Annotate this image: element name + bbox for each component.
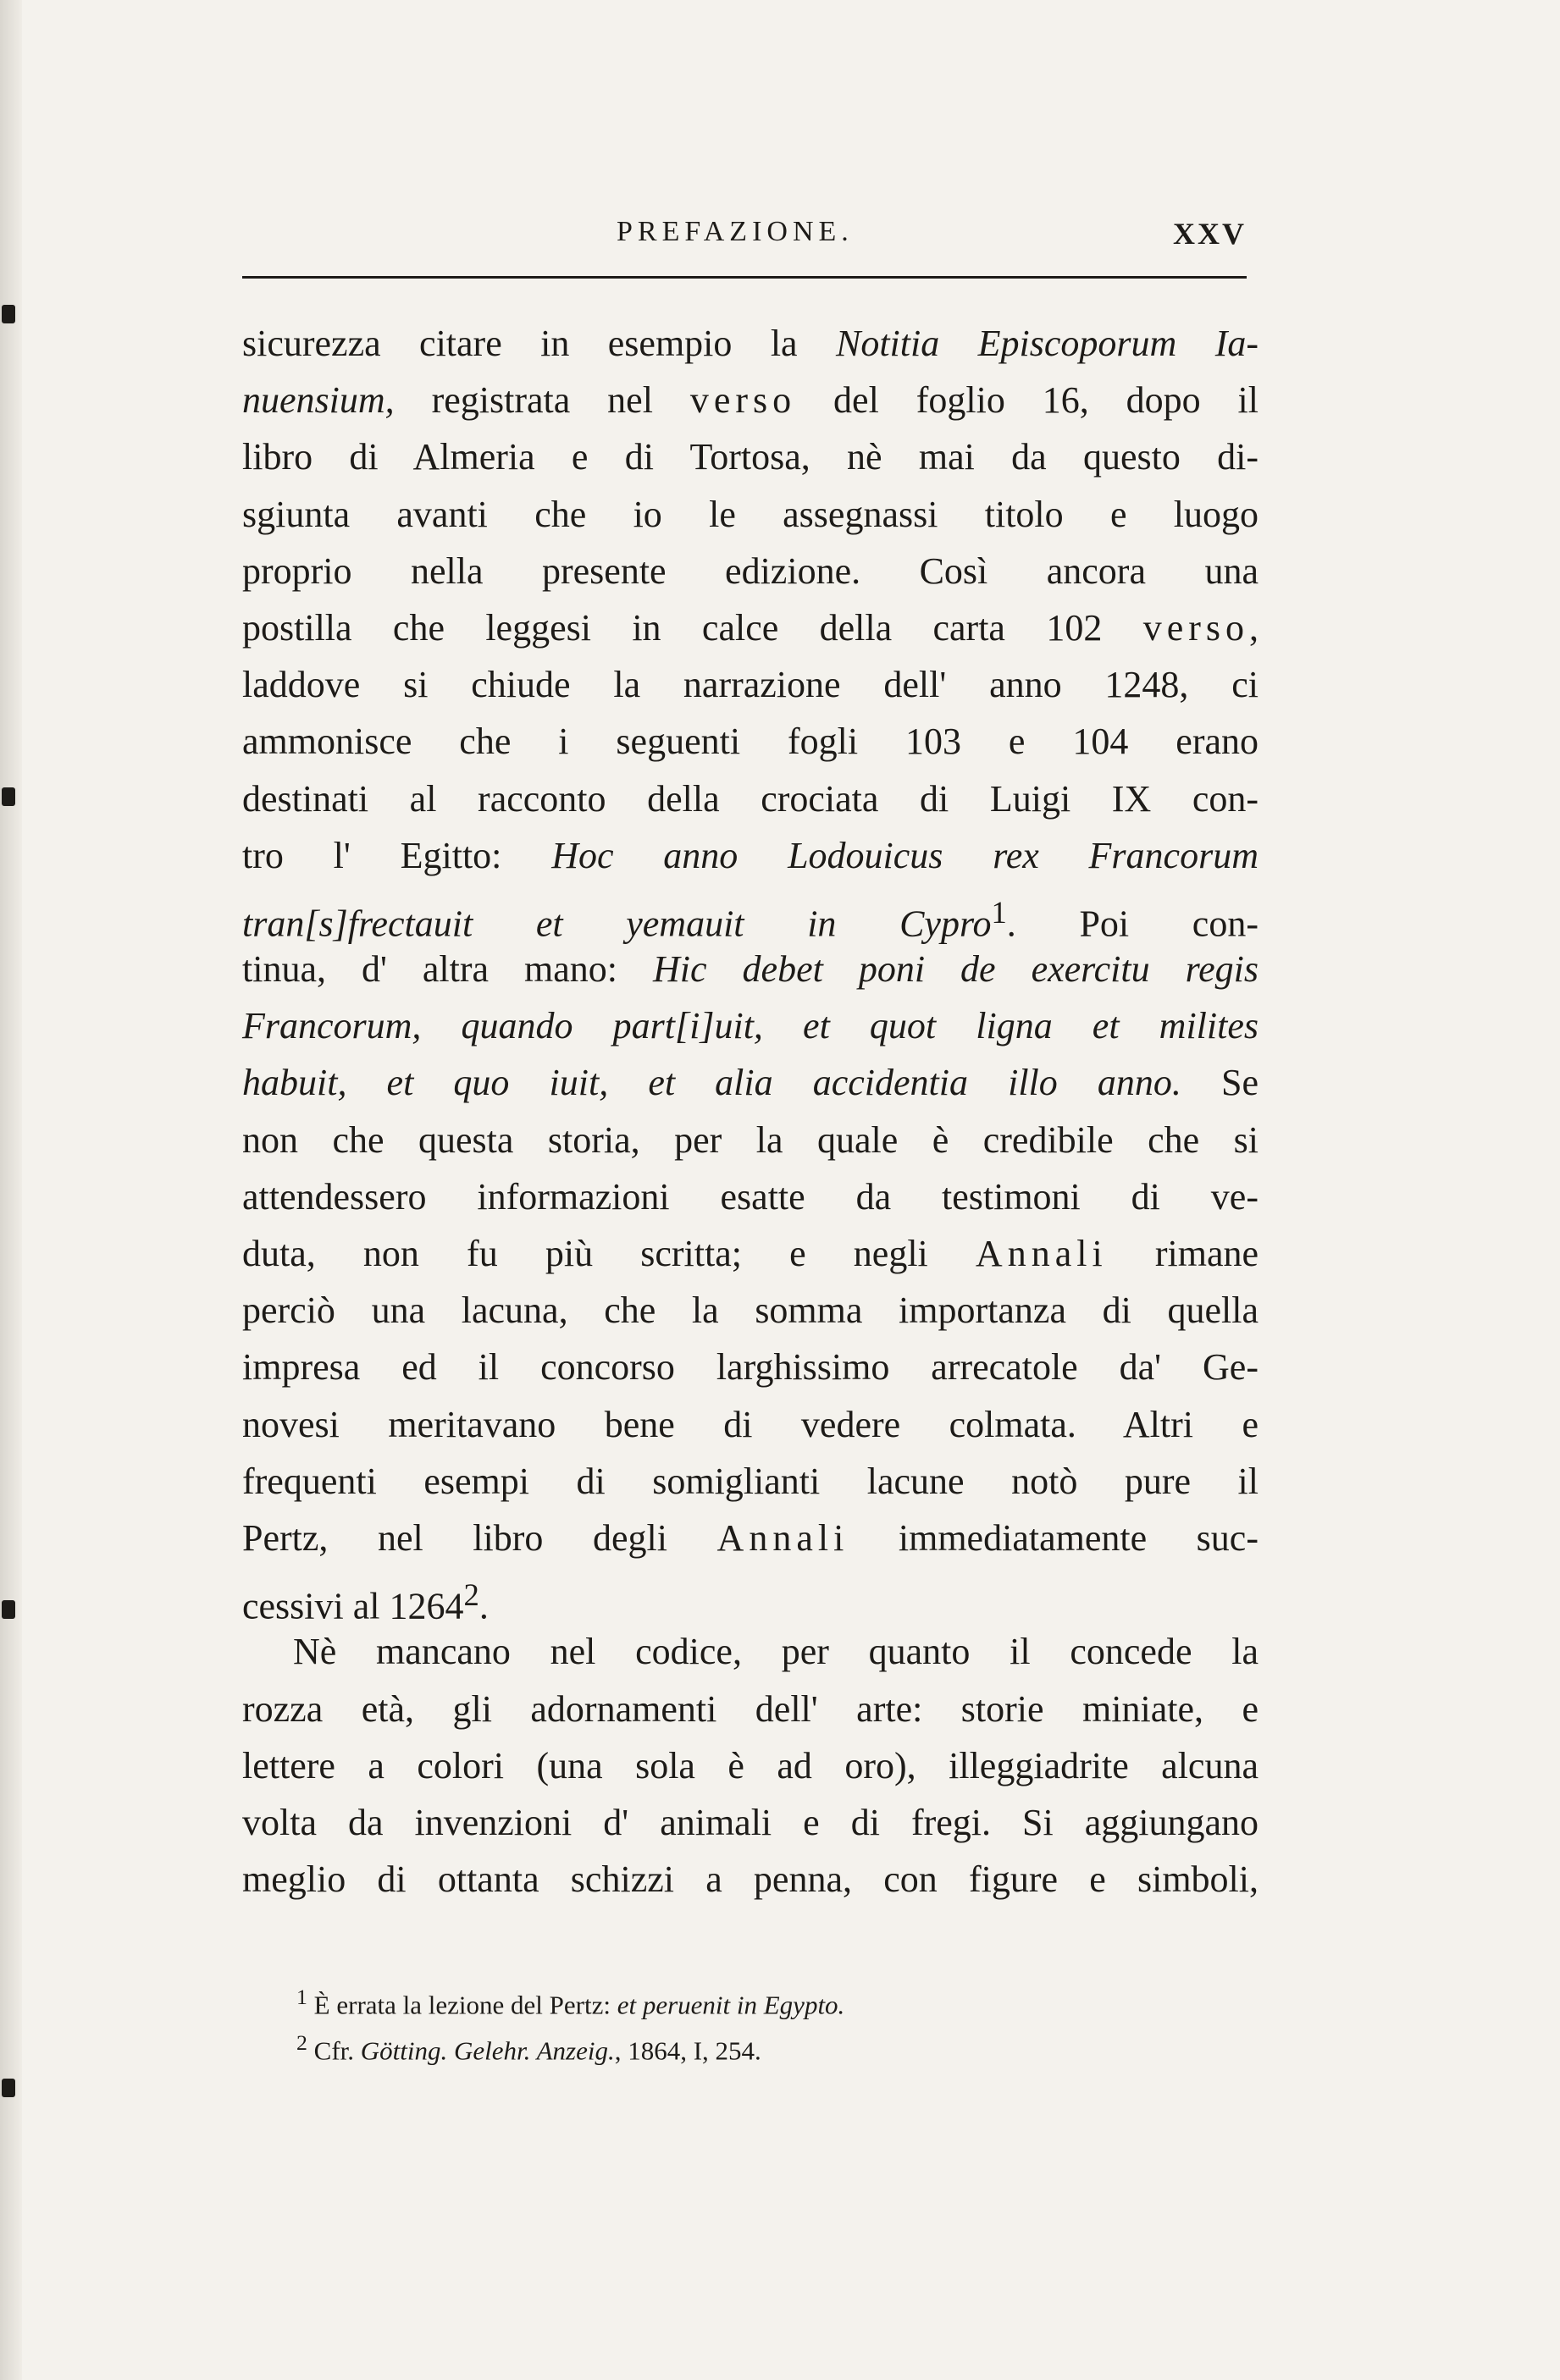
text-line: non che questa storia, per la quale è credibile che si [242, 1118, 1259, 1161]
text-line: nuensium, registrata nel verso del foglio 16, dopo il [242, 379, 1259, 422]
text-line: Pertz, nel libro degli Annali immediatamente suc- [242, 1516, 1259, 1559]
text-line: laddove si chiude la narrazione dell' anno 1248, ci [242, 664, 1259, 706]
text-line: cessivi al 1264$^2$. [242, 1577, 489, 1627]
text-line: sgiunta avanti che io le assegnassi titolo e luogo [242, 493, 1259, 535]
text-line: rozza età, gli adornamenti dell' arte: storie miniate, e [242, 1687, 1259, 1730]
text-line: libro di Almeria e di Tortosa, nè mai da questo di- [242, 436, 1259, 478]
page-number: XXV [1173, 217, 1247, 251]
text-line: meglio di ottanta schizzi a penna, con figure e simboli, [242, 1858, 1259, 1901]
binding-stitch [2, 305, 15, 323]
text-line: volta da invenzioni d' animali e di fregi. Si aggiungano [242, 1801, 1259, 1843]
text-line: perciò una lacuna, che la somma importanza di quella [242, 1289, 1259, 1332]
text-line: tinua, d' altra mano: Hic debet poni de exercitu regis [242, 948, 1259, 991]
text-line: tran[s]frectauit et yemauit in Cypro$^1$. Poi con- [242, 894, 1259, 945]
text-line: duta, non fu più scritta; e negli Annali rimane [242, 1233, 1259, 1274]
text-line: novesi meritavano bene di vedere colmata. Altri e [242, 1403, 1259, 1445]
footnote-2: $^2$ Cfr. Götting. Gelehr. Anzeig., 1864, I, 254. [296, 2030, 761, 2066]
binding-stitch [2, 787, 15, 806]
text-line: attendessero informazioni esatte da testimoni di ve- [242, 1175, 1259, 1218]
text-line: Francorum, quando part[i]uit, et quot ligna et milites [242, 1005, 1259, 1047]
body-text [242, 315, 1259, 1908]
text-line: Nè mancano nel codice, per quanto il concede la [293, 1631, 1259, 1673]
running-title: PREFAZIONE. [617, 216, 854, 247]
text-line: impresa ed il concorso larghissimo arrecatole da' Ge- [242, 1346, 1259, 1389]
binding-stitch [2, 2079, 15, 2097]
text-line: proprio nella presente edizione. Così ancora una [242, 549, 1259, 592]
text-line: habuit, et quo iuit, et alia accidentia illo anno. Se [242, 1062, 1259, 1104]
text-line: lettere a colori (una sola è ad oro), illeggiadrite alcuna [242, 1744, 1259, 1786]
page-binding-edge [0, 0, 22, 2380]
binding-stitch [2, 1600, 15, 1619]
text-line: tro l' Egitto: Hoc anno Lodouicus rex Francorum [242, 834, 1259, 876]
footnote-1: $^1$ È errata la lezione del Pertz: et peruenit in Egypto. [296, 1985, 845, 2020]
header-rule [242, 276, 1247, 279]
page-header [242, 216, 1247, 258]
text-line: destinati al racconto della crociata di Luigi IX con- [242, 777, 1259, 820]
text-line: postilla che leggesi in calce della carta 102 verso, [242, 606, 1259, 649]
text-line: sicurezza citare in esempio la Notitia Episcoporum Ia- [242, 323, 1259, 364]
text-line: frequenti esempi di somiglianti lacune notò pure il [242, 1460, 1259, 1502]
footnotes [296, 1974, 1143, 2066]
text-line: ammonisce che i seguenti fogli 103 e 104 erano [242, 721, 1259, 763]
